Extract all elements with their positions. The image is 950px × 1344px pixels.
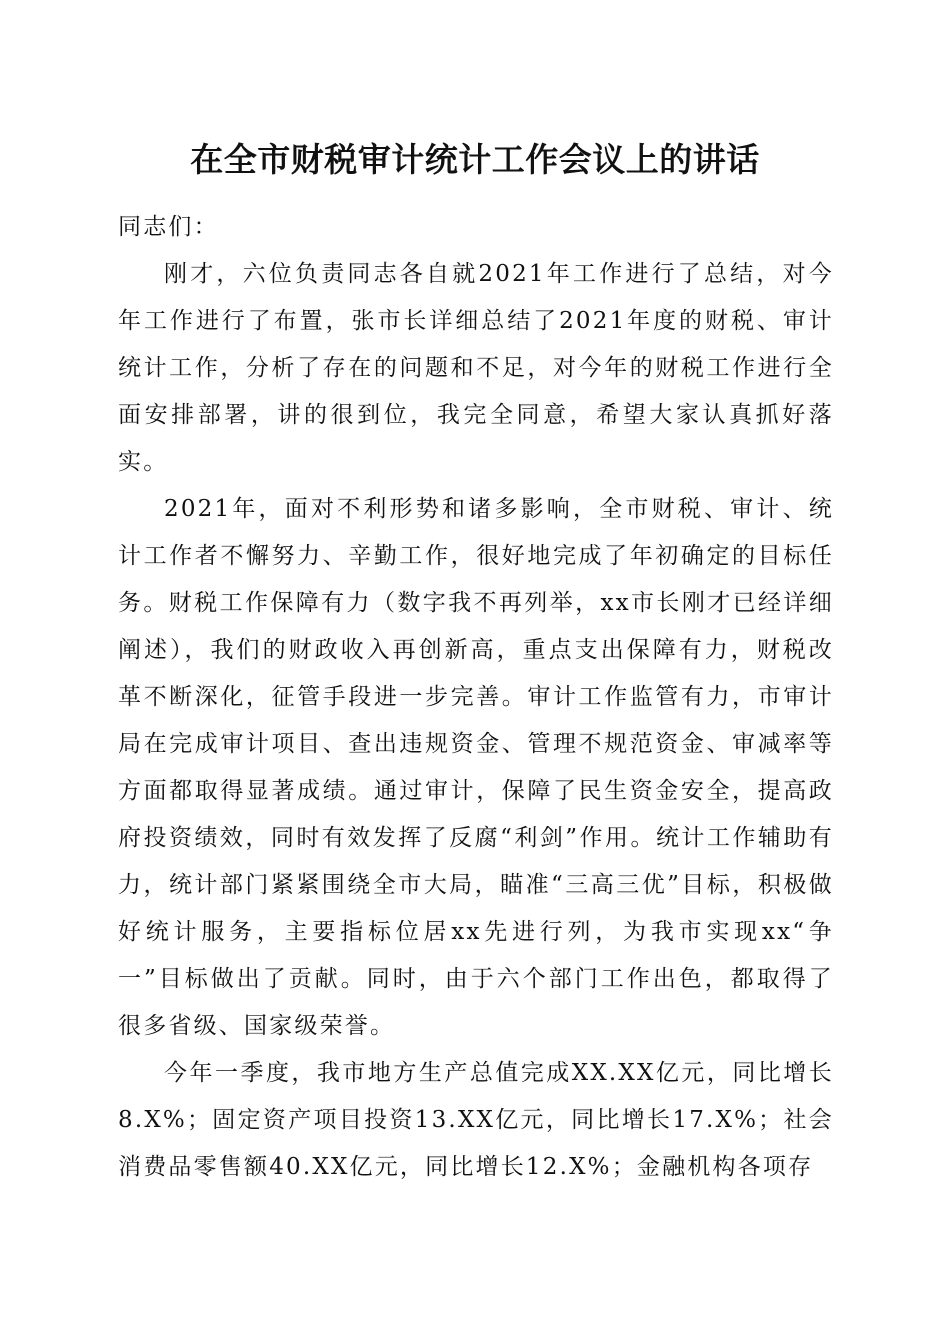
paragraph-2021-review: 2021年，面对不利形势和诸多影响，全市财税、审计、统计工作者不懈努力、辛勤工作，很好地完成了年初确定的目标任务。财税工作保障有力（数字我不再列举，xx市长刚才已经详细阐述），我们的财政收入再创新高，重点支出保障有力，财税改革不断深化，征管手段进一步完善。审计工作监管有力，市审计局在完成审计项目、查出违规资金、管理不规范资金、审减率等方面都取得显著成绩。通过审计，保障了民生资金安全，提高政府投资绩效，同时有效发挥了反腐“利剑”作用。统计工作辅助有力，统计部门紧紧围绕全市大局，瞄准“三高三优”目标，积极做好统计服务，主要指标位居xx先进行列，为我市实现xx“争一”目标做出了贡献。同时，由于六个部门工作出色，都取得了很多省级、国家级荣誉。 <box>118 496 834 1039</box>
document-title: 在全市财税审计统计工作会议上的讲话 <box>190 140 760 179</box>
paragraph-q1-figures: 今年一季度，我市地方生产总值完成XX.XX亿元，同比增长8.X%；固定资产项目投资13.XX亿元，同比增长17.X%；社会消费品零售额40.XX亿元，同比增长12.X%；金融机构各项存 <box>118 1060 834 1180</box>
salutation: 同志们： <box>118 214 219 240</box>
paragraph-opening: 刚才，六位负责同志各自就2021年工作进行了总结，对今年工作进行了布置，张市长详细总结了2021年度的财税、审计统计工作，分析了存在的问题和不足，对今年的财税工作进行全面安排部署，讲的很到位，我完全同意，希望大家认真抓好落实。 <box>118 261 834 475</box>
document-body <box>118 204 834 1191</box>
